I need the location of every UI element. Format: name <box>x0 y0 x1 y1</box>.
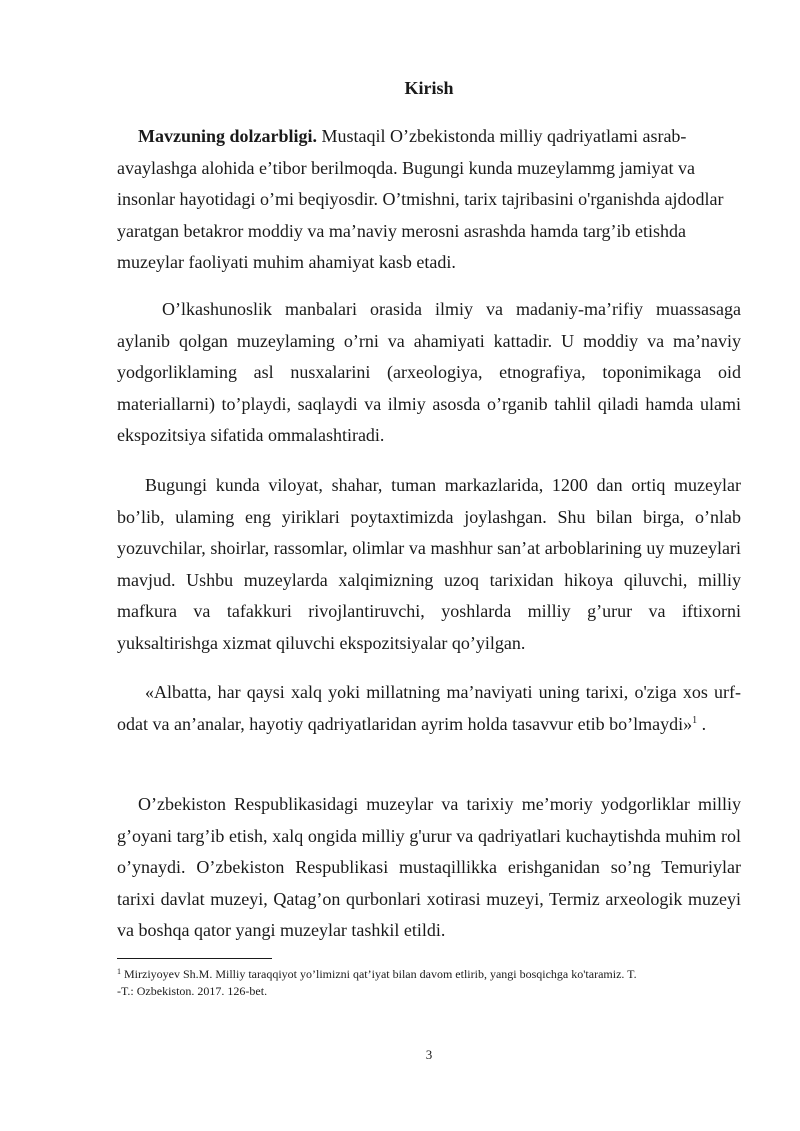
paragraph-text: O’zbekiston Respublikasidagi muzeylar va tarixiy me’moriy yodgorliklar milliy g’oyani targ’ib etish, xalq ongida milliy g'urur va qadriyatlari kuchaytishda muhim rol o’ynaydi. O’zbekiston Respublikasi mustaqillikka erishganidan so’ng Temuriylar tarixi davlat muzeyi, Qatag’on qurbonlari xotirasi muzeyi, Termiz arxeologik muzeyi va boshqa qator yangi muzeylar tashkil etildi. <box>117 794 741 940</box>
paragraph-text: Bugungi kunda viloyat, shahar, tuman markazlarida, 1200 dan ortiq muzeylar bo’lib, ulaming eng yiriklari poytaxtimizda joylashgan. Shu bilan birga, o’nlab yozuvchilar, shoirlar, rassomlar, olimlar va mashhur san’at arboblarining uy muzeylari mavjud. Ushbu muzeylarda xalqimizning uzoq tarixidan hikoya qiluvchi, milliy mafkura va tafakkuri rivojlantiruvchi, yoshlarda milliy g’urur va iftixorni yuksaltirishga xizmat qiluvchi ekspozitsiyalar qo’yilgan. <box>117 475 741 653</box>
paragraph-lead: Mavzuning dolzarbligi. <box>138 126 318 146</box>
paragraph-text: O’lkashunoslik manbalari orasida ilmiy va madaniy-ma’rifiy muassasaga aylanib qolgan muzeylaming o’rni va ahamiyati kattadir. U moddiy va ma’naviy yodgorliklaming asl nusxalarini (arxeologiya, etnografiya, toponimikaga oid materiallarni) to’playdi, saqlaydi va ilmiy asosda o’rganib tahlil qiladi hamda ulami ekspozitsiya sifatida ommalashtiradi. <box>117 299 741 445</box>
paragraph-quote <box>117 677 741 740</box>
footnote-reference[interactable]: 1 <box>692 714 698 726</box>
footnote <box>117 966 741 1000</box>
paragraph-text: Mustaqil O’zbekistonda milliy qadriyatlami asrab-avaylashga alohida e’tibor berilmoqda. Bugungi kunda muzeylammg jamiyat va insonlar hayotidagi o’mi beqiyosdir. O’tmishni, tarix tajribasini o'rganishda ajdodlar yaratgan betakror moddiy va ma’naviy merosni asrashda hamda targ’ib etishda muzeylar faoliyati muhim ahamiyat kasb etadi. <box>117 126 724 272</box>
page-number: 3 <box>425 1047 433 1062</box>
paragraph-republic-museums <box>117 789 741 947</box>
footnote-divider <box>117 958 272 959</box>
footnote-marker: 1 <box>117 967 121 976</box>
footnote-line-1: Mirziyoyev Sh.M. Milliy taraqqiyot yo’limizni qat’iyat bilan davom etlirib, yangi bosqichga ko'taramiz. T. <box>121 967 637 981</box>
section-title: Kirish <box>404 78 454 98</box>
paragraph-local-history <box>117 294 741 452</box>
paragraph-relevance <box>117 121 741 279</box>
quote-text: «Albatta, har qaysi xalq yoki millatning ma’naviyati uning tarixi, o'ziga xos urf-odat va an’analar, hayotiy qadriyatlaridan ayrim holda tasavvur etib bo’lmaydi» <box>117 682 741 734</box>
paragraph-museums-count <box>117 470 741 659</box>
quote-trailing: . <box>697 713 707 734</box>
footnote-line-2: -T.: Ozbekiston. 2017. 126-bet. <box>117 984 268 998</box>
